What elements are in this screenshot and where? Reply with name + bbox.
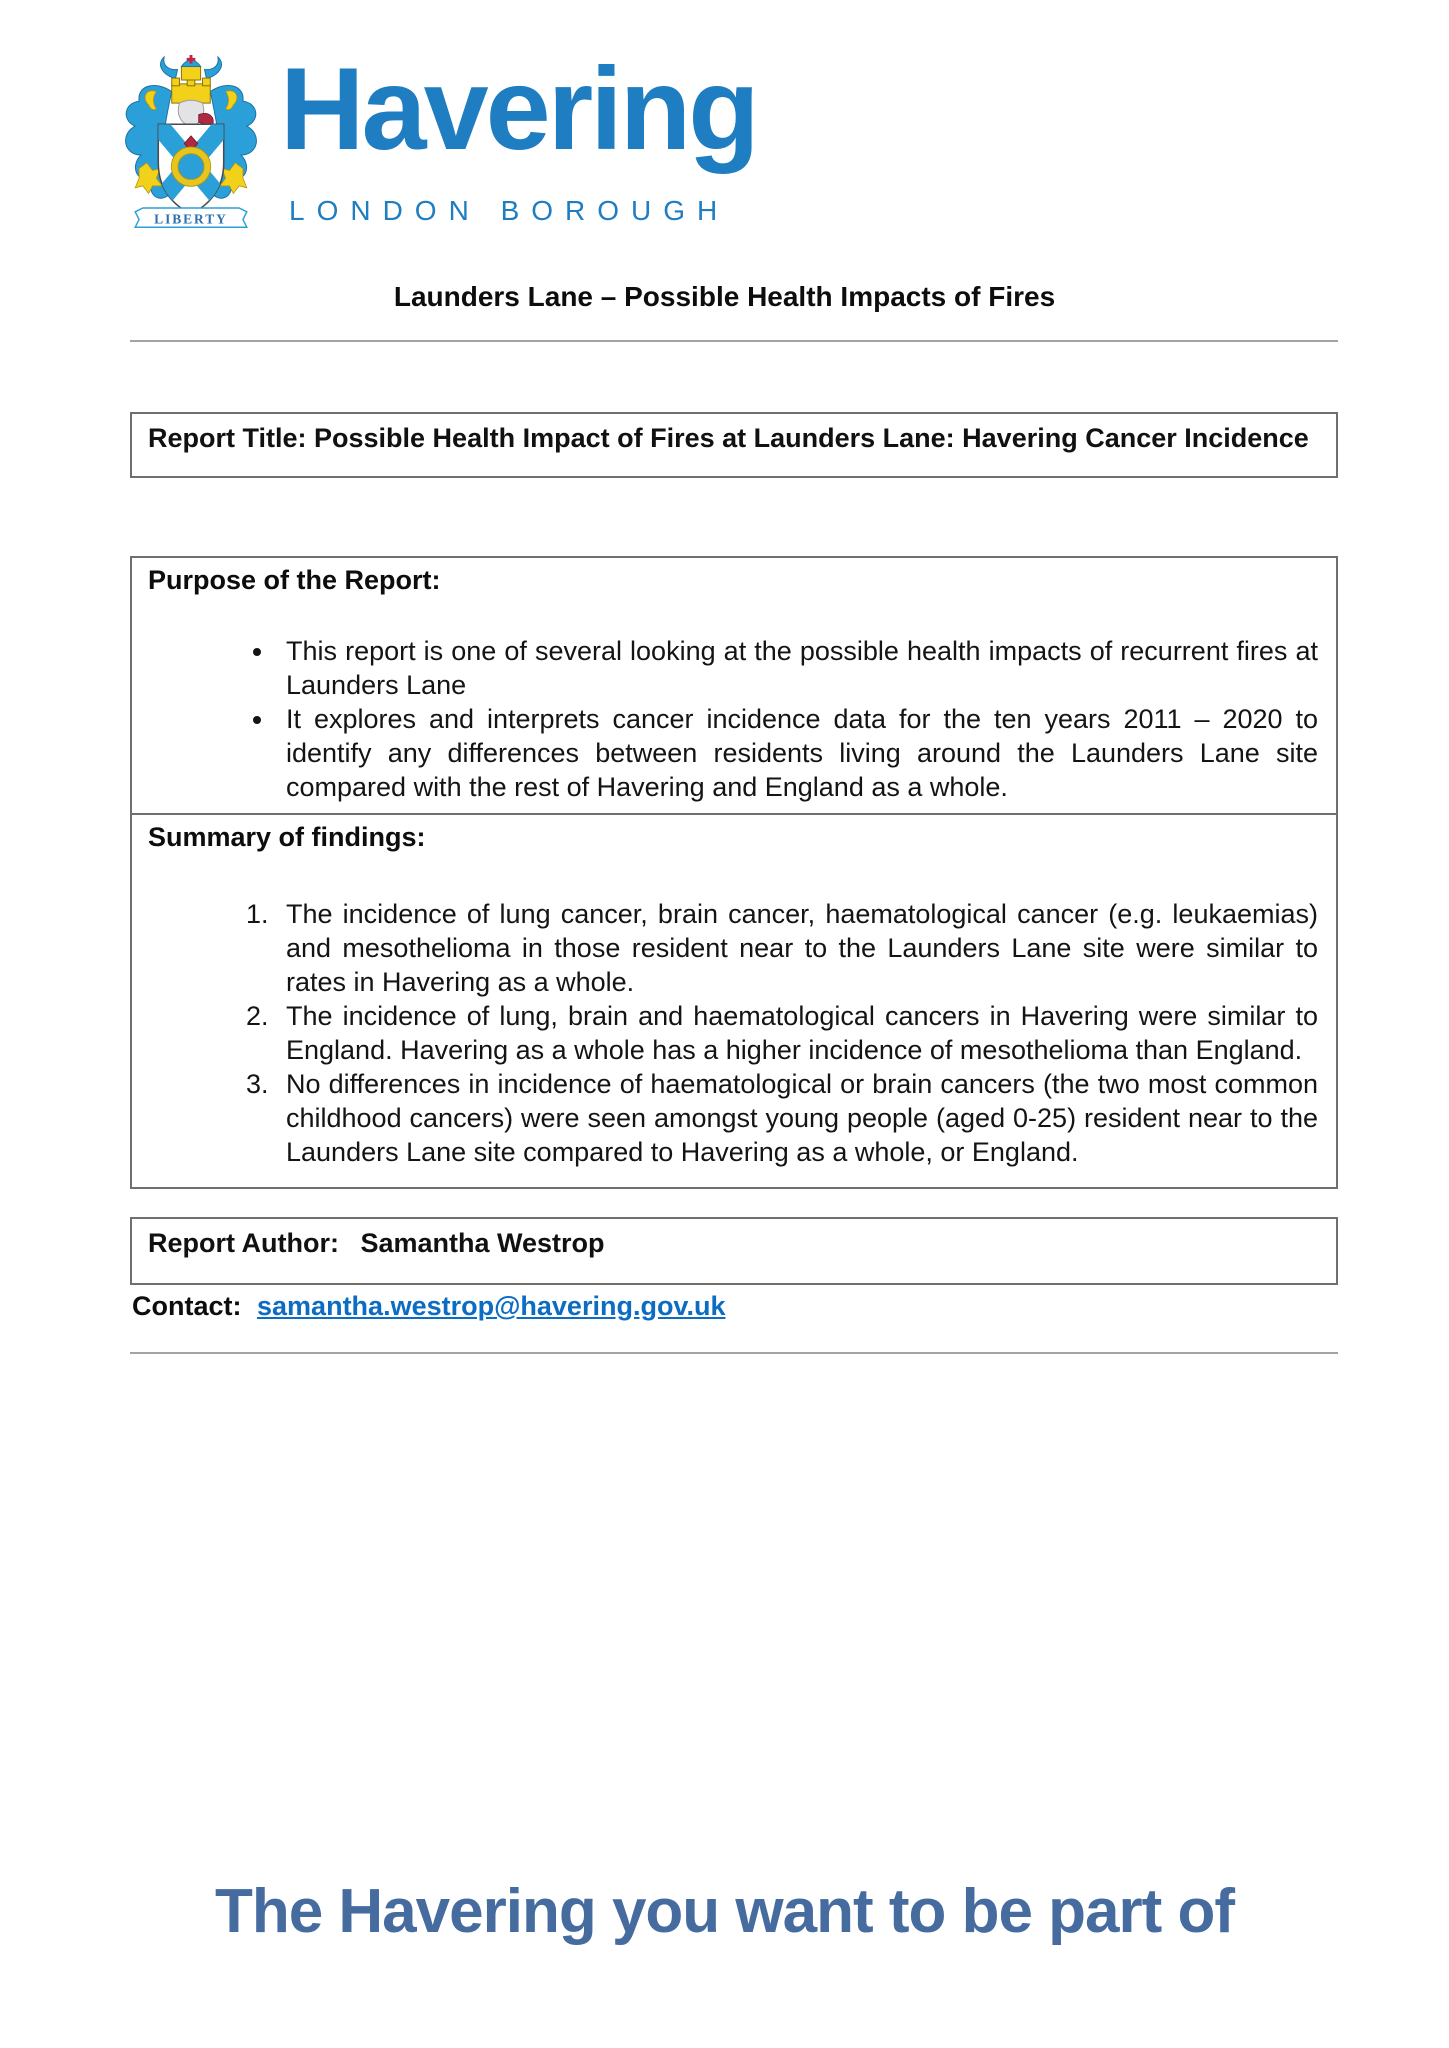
contact-email-link[interactable]: samantha.westrop@havering.gov.uk xyxy=(257,1291,726,1321)
purpose-bullet-list xyxy=(148,634,1318,804)
purpose-heading: Purpose of the Report: xyxy=(148,565,441,595)
finding-item: 3. No differences in incidence of haematological or brain cancers (the two most common childhood cancers) were seen amongst young people (aged 0-25) resident near to the Launders Lane site compared to Havering as a whole, or England. xyxy=(276,1067,1318,1169)
report-sections-table xyxy=(130,556,1338,1189)
summary-section xyxy=(130,815,1338,1189)
footer-tagline: The Havering you want to be part of xyxy=(214,1877,1235,1946)
finding-item: 1. The incidence of lung cancer, brain cancer, haematological cancer (e.g. leukaemias) and mesothelioma in those resident near to the Launders Lane site were similar to rates in Havering as a whole. xyxy=(276,897,1318,999)
crest-motto-text: LIBERTY xyxy=(154,211,228,227)
report-author-label: Report Author: xyxy=(148,1228,339,1258)
havering-crest-logo xyxy=(112,55,270,233)
bullet-item: • This report is one of several looking at the possible health impacts of recurrent fires at Launders Lane xyxy=(276,634,1318,702)
report-author-name: Samantha Westrop xyxy=(360,1228,605,1258)
contact-line xyxy=(132,1291,725,1322)
finding-item: 2. The incidence of lung, brain and haematological cancers in Havering were similar to England. Havering as a whole has a higher incidence of mesothelioma than England. xyxy=(276,999,1318,1067)
purpose-section xyxy=(130,556,1338,815)
brand-wordmark: Havering xyxy=(280,43,757,174)
header-divider xyxy=(130,340,1338,342)
brand-subtitle: LONDON BOROUGH xyxy=(289,195,730,226)
findings-list xyxy=(148,897,1318,1169)
summary-heading: Summary of findings: xyxy=(148,822,426,852)
contact-label: Contact: xyxy=(132,1291,242,1321)
report-title-text: Report Title: Possible Health Impact of Fires at Launders Lane: Havering Cancer Incidence xyxy=(148,423,1309,453)
document-title: Launders Lane – Possible Health Impacts of Fires xyxy=(393,281,1056,312)
footer-divider xyxy=(130,1352,1338,1354)
report-author-box xyxy=(130,1217,1338,1285)
report-title-box xyxy=(130,412,1338,478)
bullet-item: • It explores and interprets cancer incidence data for the ten years 2011 – 2020 to identify any differences between residents living around the Launders Lane site compared with the rest of Havering and England as a whole. xyxy=(276,702,1318,804)
